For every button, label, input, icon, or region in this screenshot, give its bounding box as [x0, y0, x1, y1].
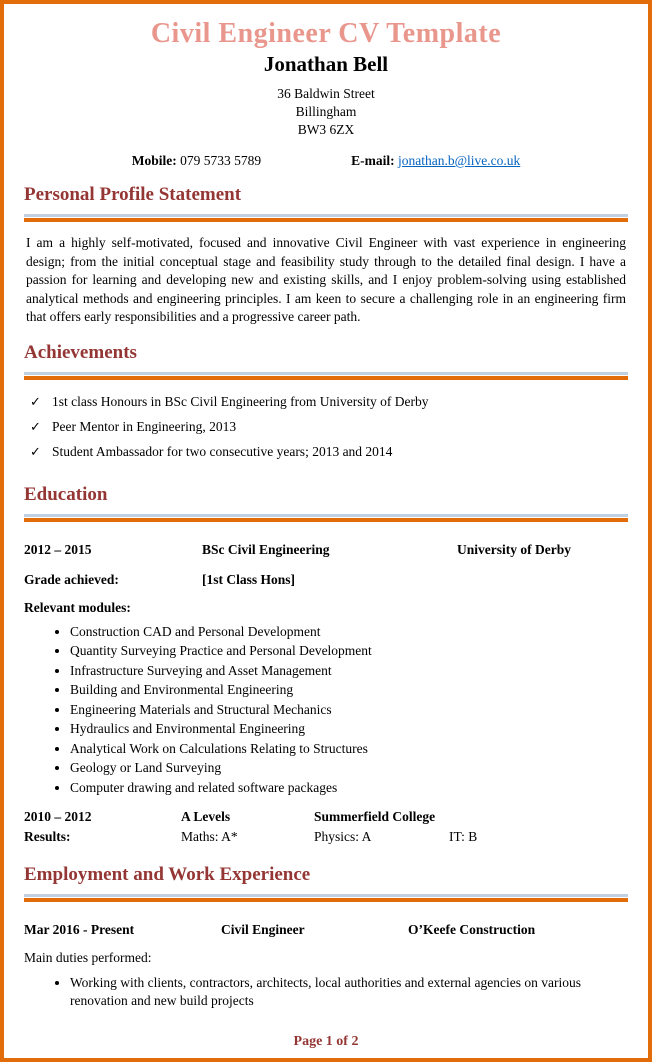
result-maths: Maths: A*	[181, 829, 238, 844]
module-item: • Analytical Work on Calculations Relating to Structures	[70, 741, 628, 756]
grade-label: Grade achieved:	[24, 571, 119, 587]
result-it: IT: B	[449, 829, 478, 844]
results-label: Results:	[24, 829, 71, 844]
section-heading-employment: Employment and Work Experience	[24, 864, 311, 885]
module-item: • Infrastructure Surveying and Asset Management	[70, 663, 628, 678]
degree-institution: University of Derby	[457, 541, 571, 557]
email-contact	[351, 153, 520, 169]
email-link[interactable]: jonathan.b@live.co.uk	[397, 153, 521, 168]
job-row	[24, 922, 628, 938]
email-label: E-mail:	[351, 153, 395, 168]
mobile-label: Mobile:	[131, 153, 177, 168]
alevel-institution: Summerfield College	[314, 809, 436, 824]
job-company: O’Keefe Construction	[408, 922, 536, 937]
result-physics: Physics: A	[314, 829, 372, 844]
address-block	[24, 85, 628, 139]
duties-label: Main duties performed:	[24, 950, 152, 965]
page-indicator: Page 1 of 2	[293, 1034, 359, 1049]
section-heading-education: Education	[24, 483, 108, 505]
checkmark-icon: ✓	[30, 393, 41, 409]
degree-row	[24, 542, 628, 558]
module-item: • Hydraulics and Environmental Engineering	[70, 721, 628, 736]
section-divider	[24, 514, 628, 522]
degree-dates: 2012 – 2015	[24, 541, 92, 557]
achievement-text: Peer Mentor in Engineering, 2013	[52, 418, 237, 434]
module-item: • Building and Environmental Engineering	[70, 682, 628, 697]
achievement-text: 1st class Honours in BSc Civil Engineering from University of Derby	[52, 393, 429, 409]
address-line: Billingham	[295, 104, 357, 119]
section-divider	[24, 894, 628, 902]
address-line: BW3 6ZX	[297, 122, 355, 137]
module-item: • Construction CAD and Personal Development	[70, 624, 628, 639]
duties-list	[24, 974, 628, 1015]
results-row	[24, 829, 628, 845]
achievement-item	[30, 444, 628, 460]
grade-row	[24, 572, 628, 588]
duty-item: • Working with clients, contractors, architects, local authorities and external agencies on various renovation and new build projects	[70, 974, 628, 1010]
section-heading-achievements: Achievements	[24, 341, 137, 363]
modules-list	[24, 624, 628, 800]
checkmark-icon: ✓	[30, 443, 41, 459]
achievement-item	[30, 394, 628, 410]
achievement-text: Student Ambassador for two consecutive years; 2013 and 2014	[52, 443, 393, 459]
section-divider	[24, 214, 628, 222]
mobile-contact	[132, 153, 261, 169]
alevel-dates: 2010 – 2012	[24, 809, 92, 824]
module-item: • Geology or Land Surveying	[70, 760, 628, 775]
module-item: • Computer drawing and related software packages	[70, 780, 628, 795]
alevel-row	[24, 809, 628, 825]
checkmark-icon: ✓	[30, 418, 41, 434]
section-heading-profile: Personal Profile Statement	[24, 184, 242, 205]
modules-label: Relevant modules:	[24, 599, 131, 615]
module-item: • Engineering Materials and Structural Mechanics	[70, 702, 628, 717]
achievement-item	[30, 419, 628, 435]
job-title: Civil Engineer	[221, 922, 305, 937]
mobile-value: 079 5733 5789	[180, 153, 262, 168]
contact-row	[24, 153, 628, 169]
grade-value: [1st Class Hons]	[202, 571, 296, 587]
section-divider	[24, 372, 628, 380]
alevel-title: A Levels	[181, 809, 231, 824]
achievements-list	[30, 394, 628, 469]
profile-statement: I am a highly self-motivated, focused and innovative Civil Engineer with vast experience in engineering design; from the initial conceptual stage and feasibility study through to the detailed final design. I have a passion for learning and developing new and existing skills, and I enjoy problem-solving using established analytical methods and engineering principles. I am keen to secure a challenging role in an engineering firm that offers early responsibilities and a progressive career path.	[26, 235, 626, 324]
degree-title: BSc Civil Engineering	[202, 541, 330, 557]
address-line: 36 Baldwin Street	[277, 86, 375, 101]
page-title: Civil Engineer CV Template	[150, 18, 502, 49]
job-dates: Mar 2016 - Present	[24, 922, 135, 937]
candidate-name: Jonathan Bell	[263, 52, 389, 76]
module-item: • Quantity Surveying Practice and Personal Development	[70, 643, 628, 658]
